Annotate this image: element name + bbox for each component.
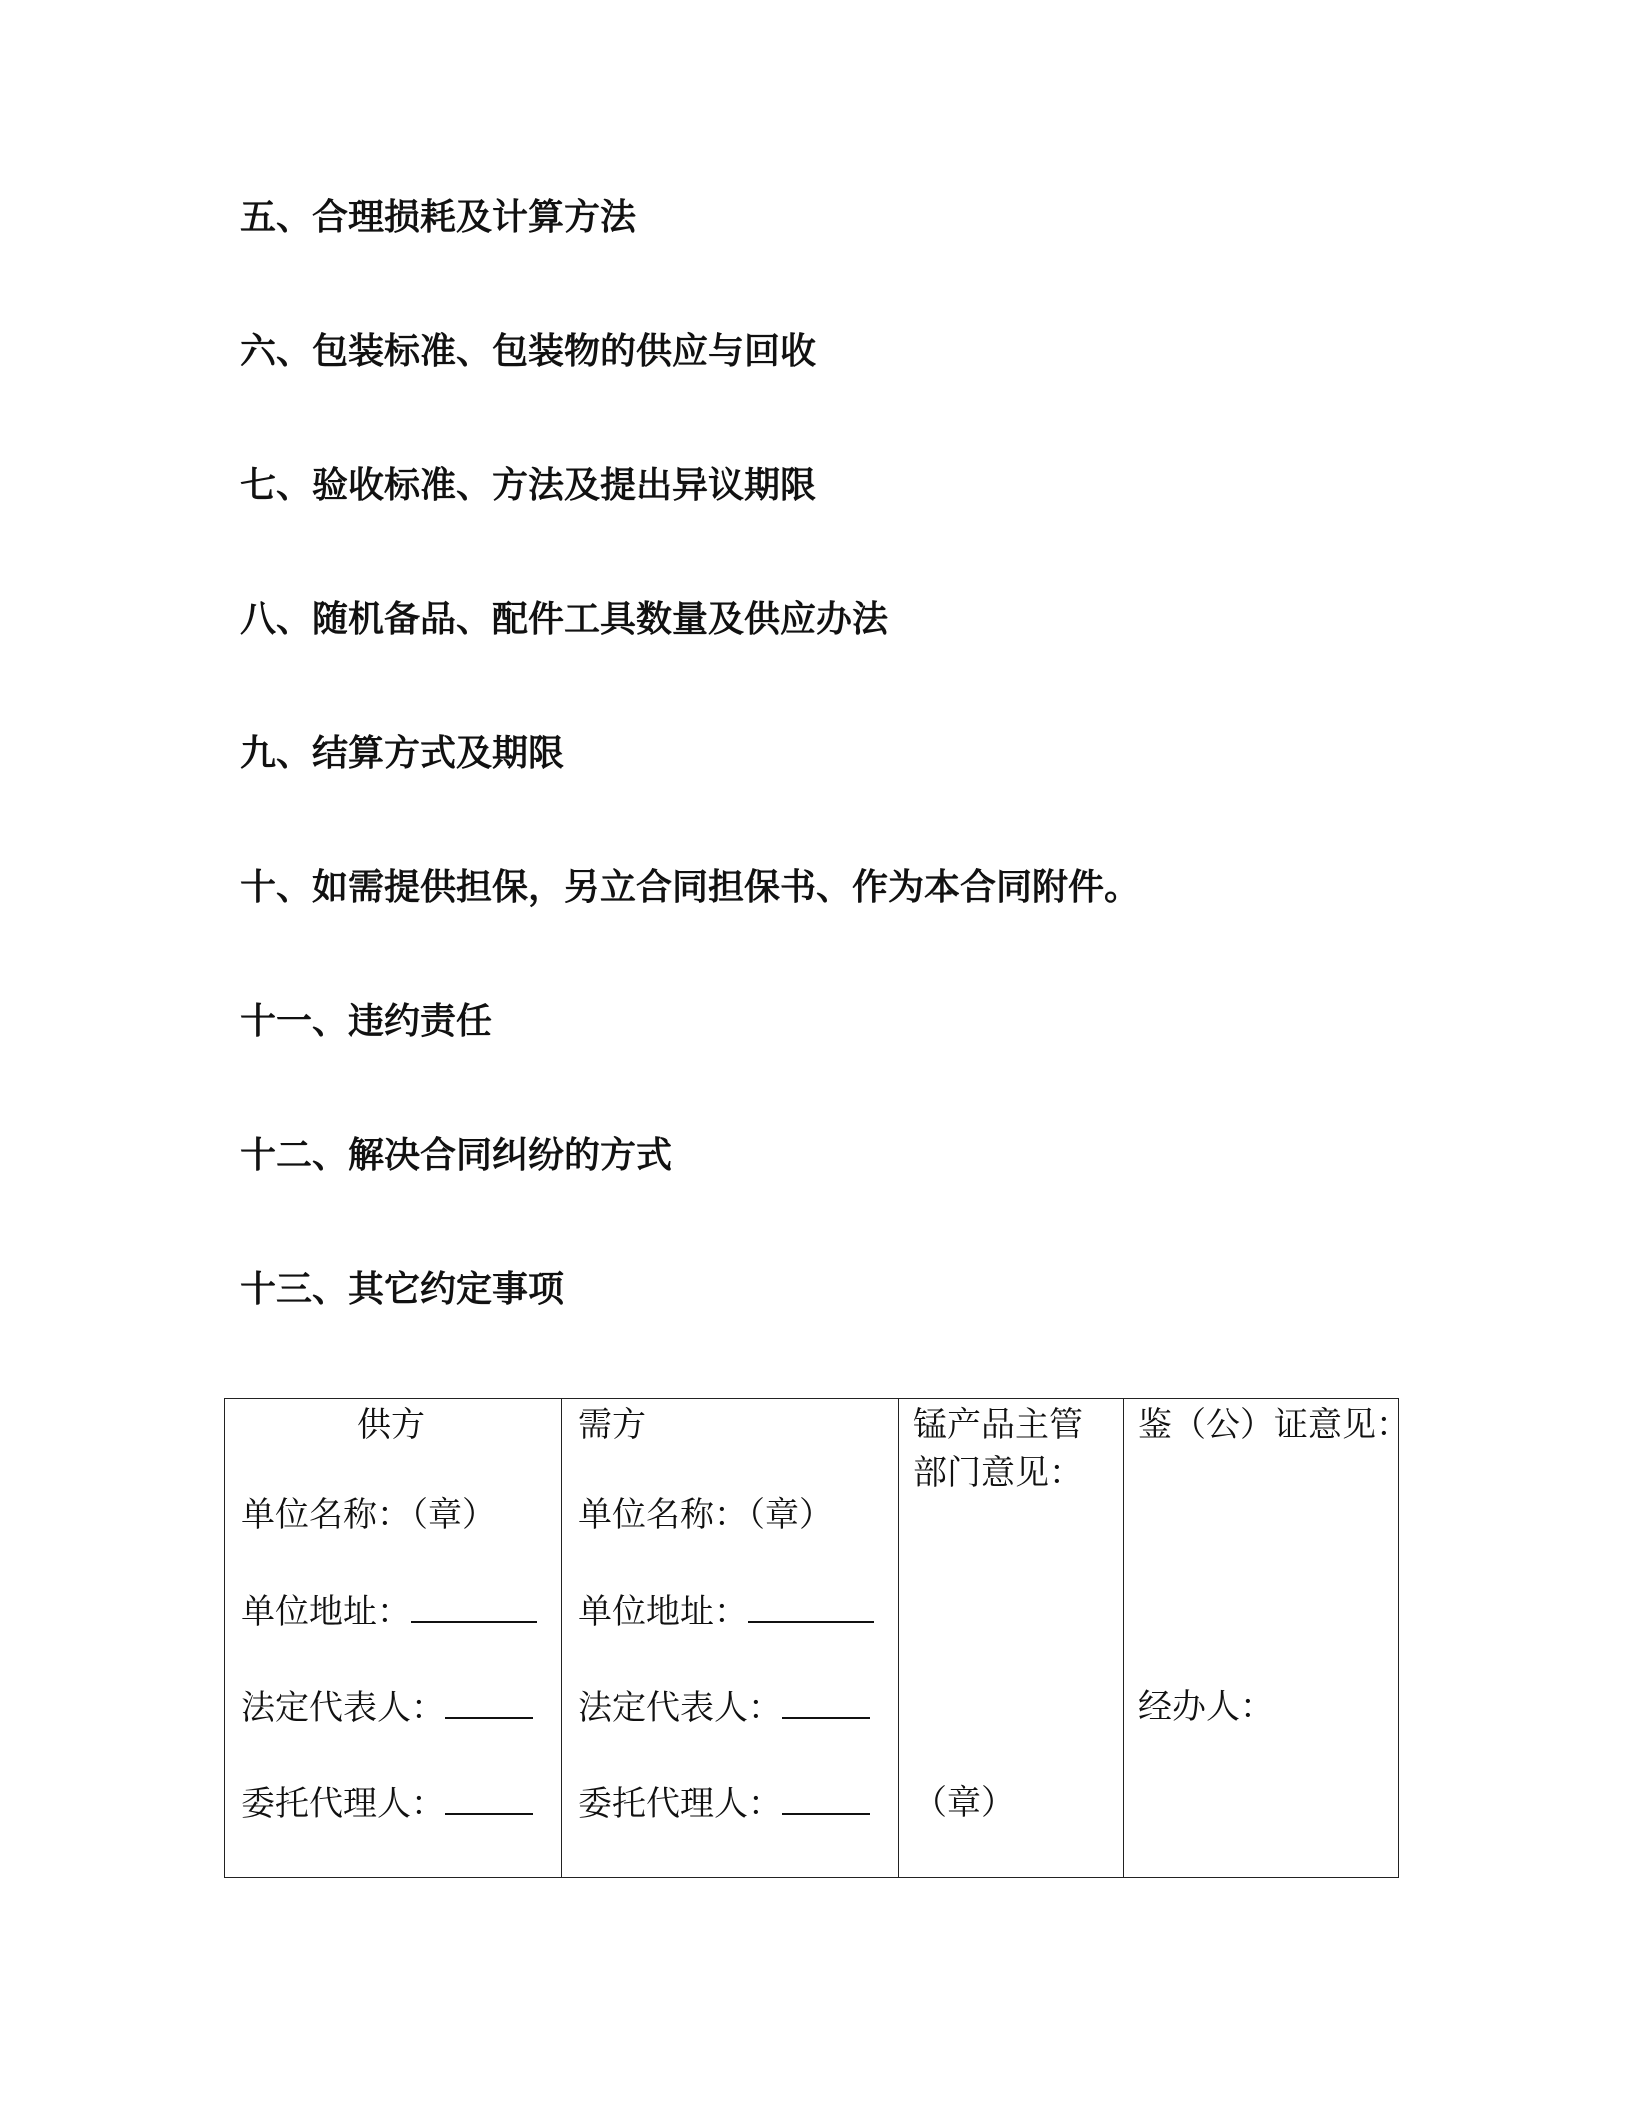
section-9-heading: 九、结算方式及期限 bbox=[240, 733, 565, 774]
supplier-title: 供方 bbox=[357, 1405, 425, 1445]
notary-title: 鉴（公）证意见： bbox=[1138, 1405, 1410, 1445]
buyer-unit-address-row bbox=[578, 1591, 874, 1632]
supplier-unit-name: 单位名称：（章） bbox=[241, 1495, 496, 1535]
buyer-unit-address-field[interactable] bbox=[748, 1591, 874, 1623]
buyer-legal-rep-label: 法定代表人： bbox=[578, 1688, 782, 1728]
authority-title-line1: 锰产品主管 bbox=[913, 1405, 1083, 1445]
supplier-legal-rep-field[interactable] bbox=[445, 1687, 533, 1719]
section-13-heading: 十三、其它约定事项 bbox=[240, 1269, 565, 1310]
buyer-agent-field[interactable] bbox=[782, 1783, 870, 1815]
section-10-heading: 十、如需提供担保，另立合同担保书、作为本合同附件。 bbox=[240, 867, 1141, 908]
supplier-legal-rep-row bbox=[241, 1687, 533, 1728]
buyer-agent-label: 委托代理人： bbox=[578, 1784, 782, 1824]
supplier-unit-address-field[interactable] bbox=[411, 1591, 537, 1623]
buyer-unit-name: 单位名称：（章） bbox=[578, 1495, 833, 1535]
supplier-agent-field[interactable] bbox=[445, 1783, 533, 1815]
section-12-heading: 十二、解决合同纠纷的方式 bbox=[240, 1135, 673, 1176]
supplier-agent-label: 委托代理人： bbox=[241, 1784, 445, 1824]
supplier-unit-address-label: 单位地址： bbox=[241, 1592, 411, 1632]
supplier-legal-rep-label: 法定代表人： bbox=[241, 1688, 445, 1728]
buyer-unit-address-label: 单位地址： bbox=[578, 1592, 748, 1632]
authority-cell bbox=[899, 1399, 1124, 1878]
section-5-heading: 五、合理损耗及计算方法 bbox=[240, 197, 637, 238]
buyer-title: 需方 bbox=[578, 1405, 646, 1445]
section-8-heading: 八、随机备品、配件工具数量及供应办法 bbox=[240, 599, 889, 640]
section-6-heading: 六、包装标准、包装物的供应与回收 bbox=[240, 331, 817, 372]
buyer-agent-row bbox=[578, 1783, 870, 1824]
authority-seal: （章） bbox=[913, 1783, 1015, 1823]
buyer-legal-rep-row bbox=[578, 1687, 870, 1728]
supplier-cell bbox=[225, 1399, 562, 1878]
authority-title-line2: 部门意见： bbox=[913, 1453, 1083, 1493]
supplier-unit-address-row bbox=[241, 1591, 537, 1632]
buyer-cell bbox=[562, 1399, 899, 1878]
section-11-heading: 十一、违约责任 bbox=[240, 1001, 493, 1042]
section-7-heading: 七、验收标准、方法及提出异议期限 bbox=[240, 465, 817, 506]
signature-table bbox=[224, 1398, 1410, 1878]
notary-handler: 经办人： bbox=[1138, 1687, 1274, 1727]
supplier-agent-row bbox=[241, 1783, 533, 1824]
buyer-legal-rep-field[interactable] bbox=[782, 1687, 870, 1719]
notary-cell bbox=[1124, 1399, 1410, 1878]
